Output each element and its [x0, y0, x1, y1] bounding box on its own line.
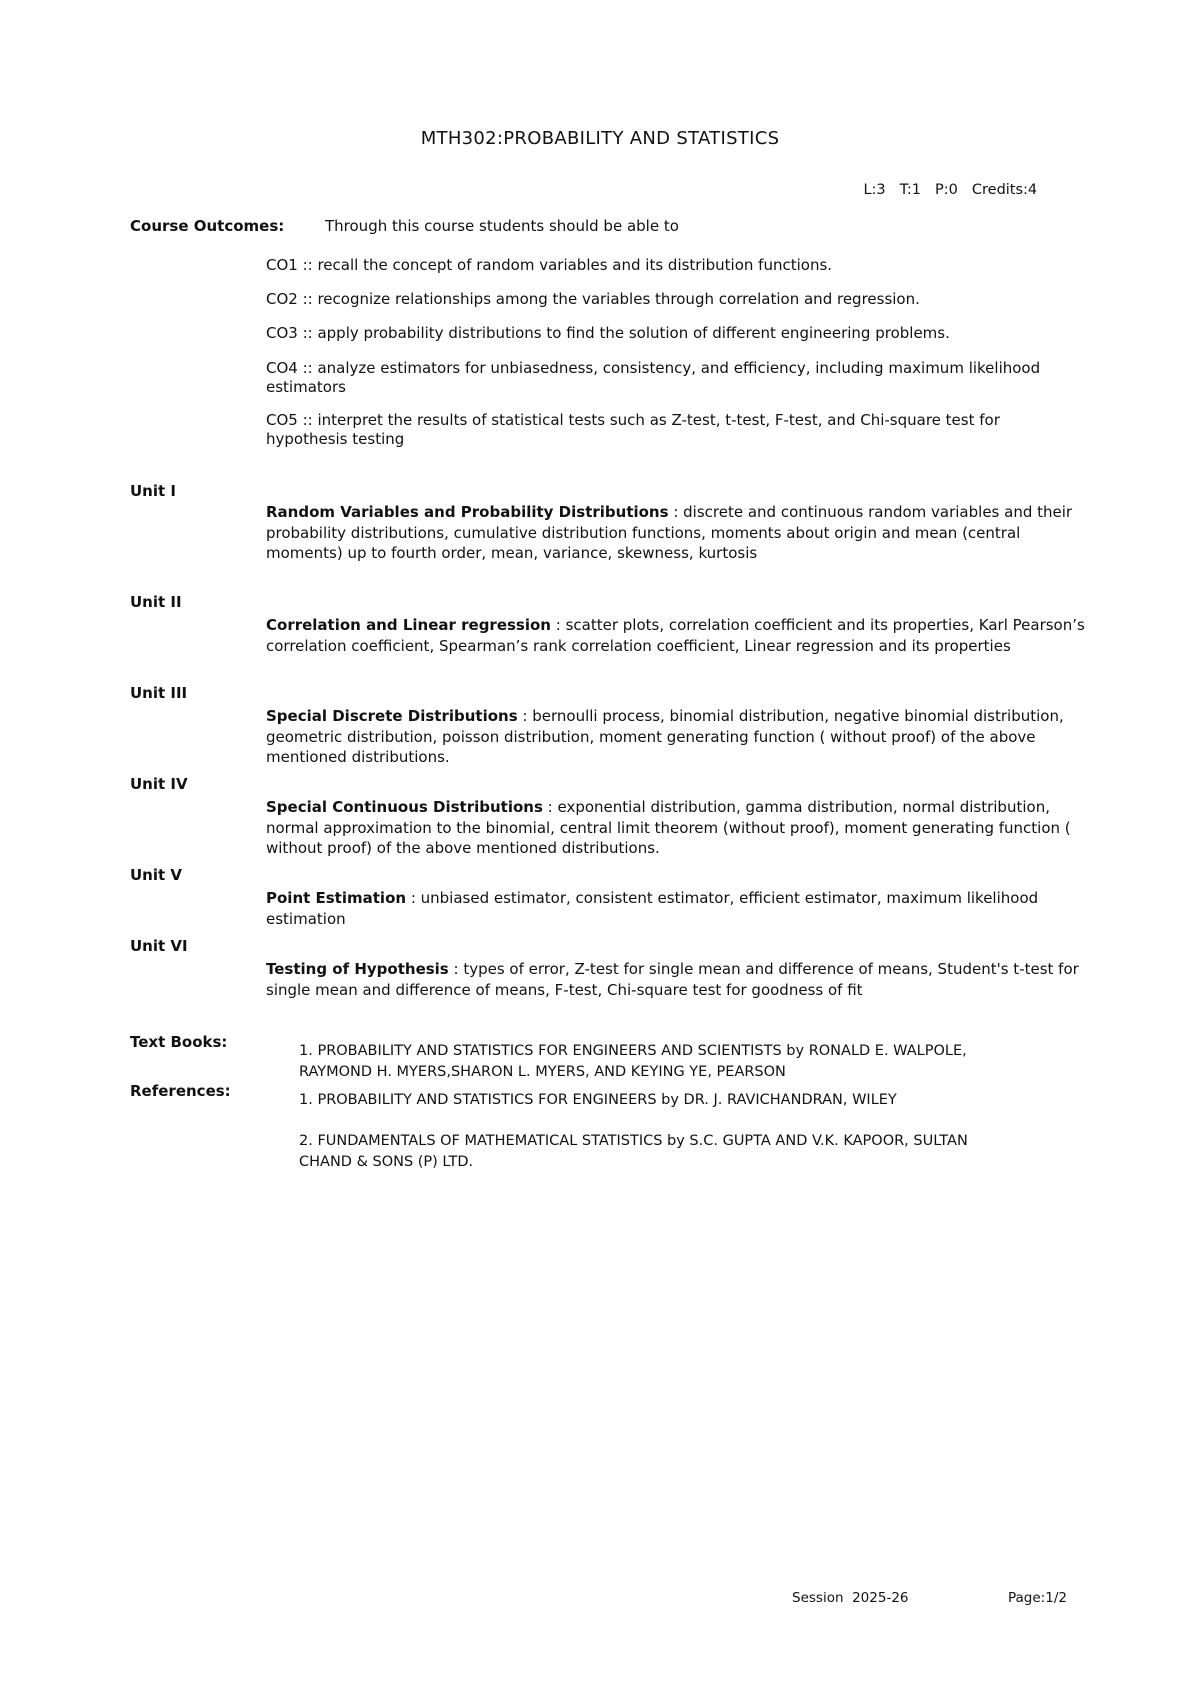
unit-label: Unit II — [130, 593, 182, 611]
unit-label: Unit I — [130, 482, 176, 500]
lecture-hours: L:3 — [863, 182, 886, 198]
course-outcome-item: CO1 :: recall the concept of random variables and its distribution functions. — [266, 256, 833, 274]
tutorial-hours: T:1 — [899, 182, 922, 198]
session-label: Session 2025-26 — [792, 1590, 909, 1606]
unit-description — [266, 615, 1106, 656]
unit-content: bernoulli process, binomial distribution, negative binomial distribution, geometric distribution, poisson distribution, moment generating function ( without proof) of the above mentioned distributions. — [266, 707, 1064, 766]
text-books-label: Text Books: — [130, 1033, 228, 1051]
course-outcome-item: CO4 :: analyze estimators for unbiasedness, consistency, and efficiency, including maximum likelihood estimators — [266, 359, 1041, 396]
unit-separator: : — [550, 616, 566, 634]
unit-heading: Special Discrete Distributions — [266, 707, 518, 725]
page-number: Page:1/2 — [1008, 1590, 1067, 1606]
course-outcome-item: CO2 :: recognize relationships among the variables through correlation and regression. — [266, 290, 920, 308]
unit-description — [266, 959, 1106, 1000]
unit-description — [266, 502, 1081, 564]
text-book-item: 1. PROBABILITY AND STATISTICS FOR ENGINEERS AND SCIENTISTS by RONALD E. WALPOLE, RAYMOND H. MYERS,SHARON L. MYERS, AND KEYING YE, PEARSON — [299, 1043, 967, 1080]
unit-description — [266, 797, 1106, 859]
course-title: MTH302:PROBABILITY AND STATISTICS — [420, 128, 780, 149]
unit-content: exponential distribution, gamma distribution, normal distribution, normal approximation to the binomial, central limit theorem (without proof), moment generating function ( without proof) of the above mentioned distributions. — [266, 798, 1071, 857]
unit-label: Unit VI — [130, 937, 188, 955]
unit-heading: Testing of Hypothesis — [266, 960, 449, 978]
practical-hours: P:0 — [935, 182, 958, 198]
course-outcomes-intro: Through this course students should be able to — [325, 217, 679, 235]
unit-label: Unit III — [130, 684, 188, 702]
reference-item: 2. FUNDAMENTALS OF MATHEMATICAL STATISTICS by S.C. GUPTA AND V.K. KAPOOR, SULTAN CHAND & SONS (P) LTD. — [299, 1133, 968, 1170]
unit-separator: : — [668, 503, 684, 521]
unit-separator: : — [406, 889, 421, 907]
unit-content: discrete and continuous random variables and their probability distributions, cumulative distribution functions, moments about origin and mean (central moments) up to fourth order, mean, variance, skewness, kurtosis — [266, 503, 1073, 562]
unit-heading: Correlation and Linear regression — [266, 616, 551, 634]
unit-label: Unit IV — [130, 775, 188, 793]
course-outcome-item: CO5 :: interpret the results of statistical tests such as Z-test, t-test, F-test, and Chi-square test for hypothesis testing — [266, 411, 1000, 448]
unit-separator: : — [542, 798, 558, 816]
reference-item: 1. PROBABILITY AND STATISTICS FOR ENGINEERS by DR. J. RAVICHANDRAN, WILEY — [299, 1092, 897, 1108]
unit-heading: Random Variables and Probability Distributions — [266, 503, 669, 521]
credit-structure — [845, 166, 1051, 214]
course-outcome-item: CO3 :: apply probability distributions to find the solution of different engineering problems. — [266, 324, 950, 342]
unit-content: types of error, Z-test for single mean and difference of means, Student's t-test for single mean and difference of means, F-test, Chi-square test for goodness of fit — [266, 960, 1079, 999]
references-label: References: — [130, 1082, 231, 1100]
unit-content: unbiased estimator, consistent estimator, efficient estimator, maximum likelihood estimation — [266, 889, 1039, 928]
unit-separator: : — [517, 707, 533, 725]
unit-label: Unit V — [130, 866, 183, 884]
unit-heading: Special Continuous Distributions — [266, 798, 543, 816]
credits: Credits:4 — [971, 182, 1038, 198]
unit-content: scatter plots, correlation coefficient and its properties, Karl Pearson’s correlation coefficient, Spearman’s rank correlation coefficient, Linear regression and its properties — [266, 616, 1085, 655]
unit-separator: : — [448, 960, 464, 978]
course-outcomes-label: Course Outcomes: — [130, 217, 285, 235]
unit-description — [266, 706, 1106, 768]
unit-heading: Point Estimation — [266, 889, 407, 907]
unit-description — [266, 888, 1106, 929]
